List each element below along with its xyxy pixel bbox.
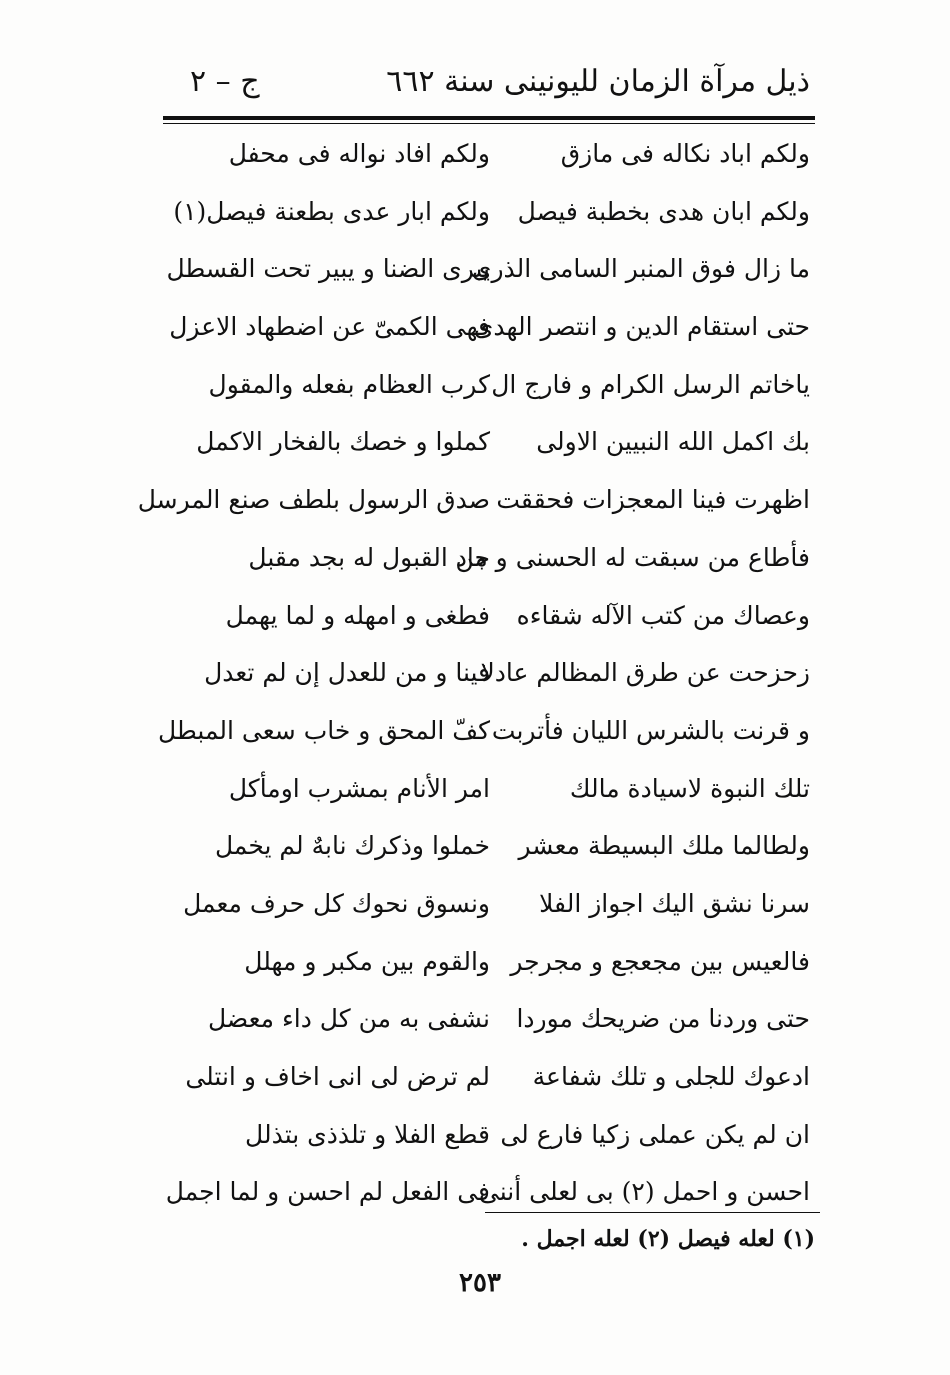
first-hemistich: فالعيس بين مجعجع و مجرجر [510, 946, 810, 976]
header-rule-thick [163, 116, 815, 120]
volume-label: ج – ٢ [190, 64, 260, 99]
first-hemistich: و قرنت بالشرس الليان فأتربت [491, 715, 810, 745]
second-hemistich: جاد القبول له بجد مقبل [248, 542, 490, 572]
first-hemistich: ياخاتم الرسل الكرام و فارج ال [491, 369, 810, 399]
first-hemistich: ما زال فوق المنبر السامى الذرى [471, 254, 810, 284]
second-hemistich: نشفى به من كل داء معضل [208, 1004, 490, 1034]
second-hemistich: كرب العظام بفعله والمقول [208, 369, 490, 399]
first-hemistich: ولكم اباد نكاله فى مازق [560, 139, 810, 168]
first-hemistich: بك اكمل الله النبيين الاولى [536, 427, 810, 457]
second-hemistich: فينا و من للعدل إن لم تعدل [204, 658, 490, 688]
second-hemistich: كفّ المحق و خاب سعى المبطل [157, 715, 490, 745]
verse-line [190, 587, 810, 645]
verse-line [190, 644, 810, 702]
first-hemistich: سرنا نشق اليك اجواز الفلا [539, 888, 810, 918]
second-hemistich: ولكم ابار عدى بطعنة فيصل(١) [173, 196, 490, 226]
footnote-rule [485, 1212, 820, 1213]
first-hemistich: زحزحت عن طرق المظالم عادلا [480, 658, 810, 688]
verse-line [190, 356, 810, 414]
verse-line [190, 760, 810, 818]
first-hemistich: حتى وردنا من ضريحك موردا [516, 1004, 810, 1034]
second-hemistich: لم ترض لى انى اخاف و انتلى [185, 1062, 490, 1091]
second-hemistich: فهى الكمىّ عن اضطهاد الاعزل [169, 312, 490, 342]
verse-line [190, 529, 810, 587]
second-hemistich: خملوا وذكرك نابهٌ لم يخمل [214, 831, 490, 861]
verse-line [183, 875, 810, 933]
verse-line [190, 990, 810, 1048]
poem-body [137, 125, 810, 1221]
verse-line [190, 413, 810, 471]
page-header [170, 58, 810, 108]
verse-line [166, 240, 810, 298]
verse-line [190, 125, 810, 183]
second-hemistich: كملوا و خصك بالفخار الاكمل [196, 427, 490, 457]
second-hemistich: فطغى و امهله و لما يهمل [225, 600, 490, 630]
second-hemistich: صدق الرسول بلطف صنع المرسل [137, 485, 490, 515]
running-title: ذيل مرآة الزمان لليونينى سنة ٦٦٢ [386, 64, 810, 99]
verse-line [190, 817, 810, 875]
verse-line [137, 471, 810, 529]
first-hemistich: ولكم ابان هدى بخطبة فيصل [517, 196, 810, 226]
first-hemistich: ولطالما ملك البسيطة معشر [518, 831, 810, 861]
first-hemistich: احسن و احمل (٢) بى لعلى أننى [478, 1177, 810, 1207]
page-number: ٢٥٣ [459, 1268, 501, 1298]
verse-line [173, 183, 810, 241]
verse-line [190, 1106, 810, 1164]
first-hemistich: فأطاع من سبقت له الحسنى و من [455, 542, 810, 572]
first-hemistich: تلك النبوة لاسيادة مالك [569, 773, 810, 803]
second-hemistich: ولكم افاد نواله فى محفل [228, 139, 490, 168]
second-hemistich: ونسوق نحوك كل حرف معمل [183, 888, 490, 918]
header-rule-thin [163, 123, 815, 124]
first-hemistich: ان لم يكن عملى زكيا فارع لى [500, 1119, 810, 1149]
first-hemistich: حتى استقام الدين و انتصر الهدى [473, 312, 810, 342]
first-hemistich: ادعوك للجلى و تلك شفاعة [532, 1062, 810, 1091]
second-hemistich: فى الفعل لم احسن و لما اجمل [165, 1177, 490, 1207]
verse-line [157, 702, 810, 760]
verse-line [185, 1048, 810, 1106]
first-hemistich: اظهرت فينا المعجزات فحققت [496, 485, 810, 515]
first-hemistich: وعصاك من كتب الآله شقاءه [516, 600, 810, 630]
second-hemistich: قطع الفلا و تلذذى بتذلل [245, 1119, 490, 1149]
verse-line [190, 933, 810, 991]
second-hemistich: امر الأنام بمشرب اومأكل [228, 773, 490, 803]
second-hemistich: يبرى الضنا و يبير تحت القسطل [166, 254, 490, 284]
second-hemistich: والقوم بين مكبر و مهلل [244, 946, 490, 976]
verse-line [169, 298, 810, 356]
footnotes: (١) لعله فيصل (٢) لعله اجمل . [521, 1226, 815, 1252]
